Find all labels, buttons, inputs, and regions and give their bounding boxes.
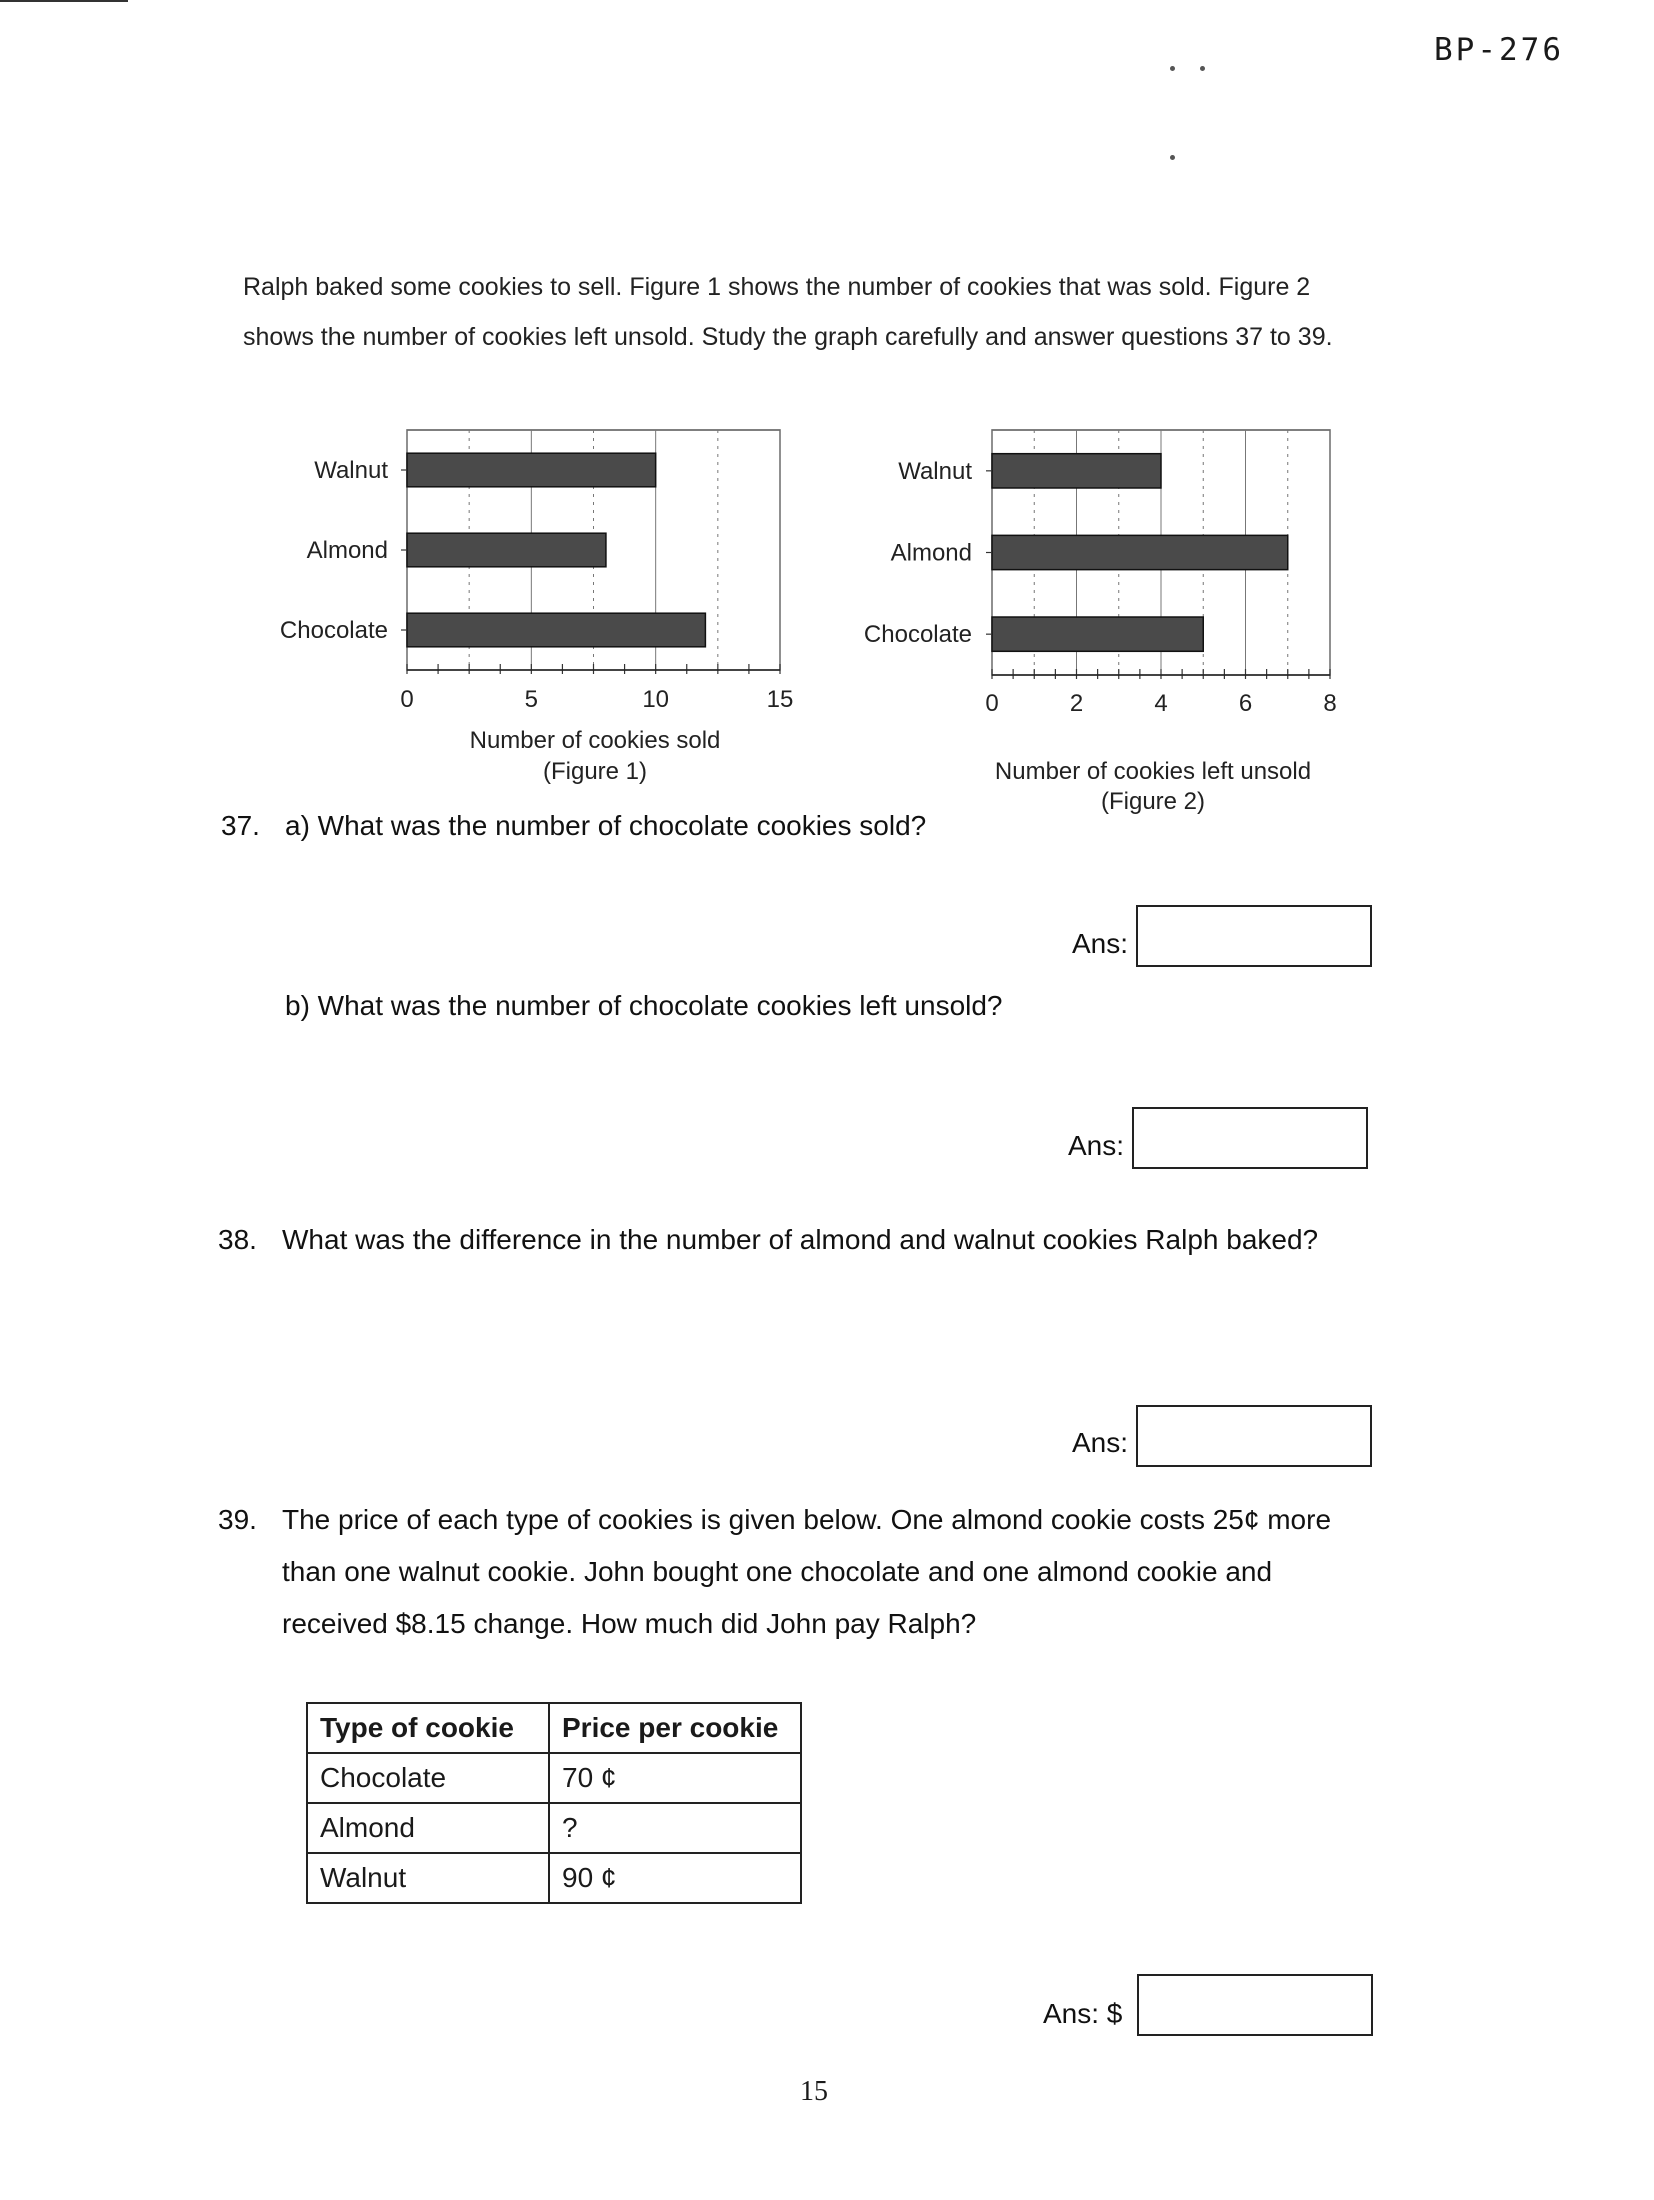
bar-almond [992,535,1288,569]
scan-speck [1170,155,1175,160]
top-rule [0,0,128,2]
table-header: Type of cookie [307,1703,549,1753]
question-37b-text: b) What was the number of chocolate cookies left unsold? [285,990,1003,1021]
category-label-walnut: Walnut [898,457,972,485]
question-number: 38. [218,1224,257,1255]
table-cell: 90 ¢ [549,1853,801,1903]
category-label-almond: Almond [306,537,388,564]
question-38 [218,1214,1438,1266]
question-39 [218,1494,1438,1654]
answer-label: Ans: [1068,1130,1125,1161]
question-37b [285,980,1385,1032]
x-axis-label: Number of cookies sold [469,727,721,754]
bar-almond [407,533,606,567]
question-number: 39. [218,1504,257,1535]
answer-box-39[interactable] [1137,1974,1373,2036]
table-row [307,1803,801,1853]
question-39-line: The price of each type of cookies is given below. One almond cookie costs 25¢ more [282,1504,1332,1535]
intro-paragraph: Ralph baked some cookies to sell. Figure 1 shows the number of cookies that was sold. Figure 2 shows the number of cookies left unsold. Study the graph carefully and answer questions 37 to 39. [243,273,1333,351]
tick-label: 0 [400,686,414,713]
x-axis-label: Number of cookies left unsold [994,758,1312,785]
figure-1-svg [250,425,810,785]
price-table [306,1702,802,1904]
answer-label: Ans: [1072,928,1129,959]
question-38-text: What was the difference in the number of almond and walnut cookies Ralph baked? [282,1224,1319,1255]
tick-label: 6 [1238,690,1253,717]
table-cell: Chocolate [307,1753,549,1803]
category-label-walnut: Walnut [314,457,388,484]
figure-1-chart [250,425,810,785]
table-row [307,1753,801,1803]
tick-label: 10 [642,686,670,713]
answer-box-37b[interactable] [1132,1107,1368,1169]
question-37 [221,800,1421,852]
tick-label: 2 [1069,690,1084,717]
scan-speck [1170,66,1175,71]
question-39-text [282,1494,1432,1650]
answer-label: Ans: $ [1043,1998,1123,2029]
worksheet-code: BP-276 [1434,32,1564,68]
tick-label: 5 [524,686,539,713]
table-header: Price per cookie [549,1703,801,1753]
question-39-line: received $8.15 change. How much did John pay Ralph? [282,1608,977,1639]
answer-box-38[interactable] [1136,1405,1372,1467]
tick-label: 4 [1154,690,1168,717]
bar-walnut [407,453,656,487]
answer-label: Ans: [1072,1427,1129,1458]
question-number: 37. [221,810,260,841]
table-cell: Walnut [307,1853,549,1903]
bar-chocolate [407,613,705,647]
figure-2-svg [840,425,1400,815]
category-label-chocolate: Chocolate [279,617,388,644]
bar-chocolate [992,617,1203,651]
scan-speck [1200,66,1205,71]
question-37a-text: a) What was the number of chocolate cookies sold? [285,810,927,841]
bar-walnut [992,454,1161,488]
tick-label: 8 [1323,690,1337,717]
table-cell: ? [549,1803,801,1853]
tick-label: 0 [985,690,999,717]
figure-caption: (Figure 2) [1100,788,1206,815]
answer-box-37a[interactable] [1136,905,1372,967]
category-label-almond: Almond [890,539,972,567]
table-cell: Almond [307,1803,549,1853]
table-row [307,1853,801,1903]
figure-2-chart [840,425,1400,815]
page-number: 15 [800,2076,828,2107]
category-label-chocolate: Chocolate [863,621,972,649]
table-cell: 70 ¢ [549,1753,801,1803]
tick-label: 15 [766,686,794,713]
table-header-row [307,1703,801,1753]
figure-caption: (Figure 1) [542,758,648,785]
question-39-line: than one walnut cookie. John bought one chocolate and one almond cookie and [282,1556,1273,1587]
